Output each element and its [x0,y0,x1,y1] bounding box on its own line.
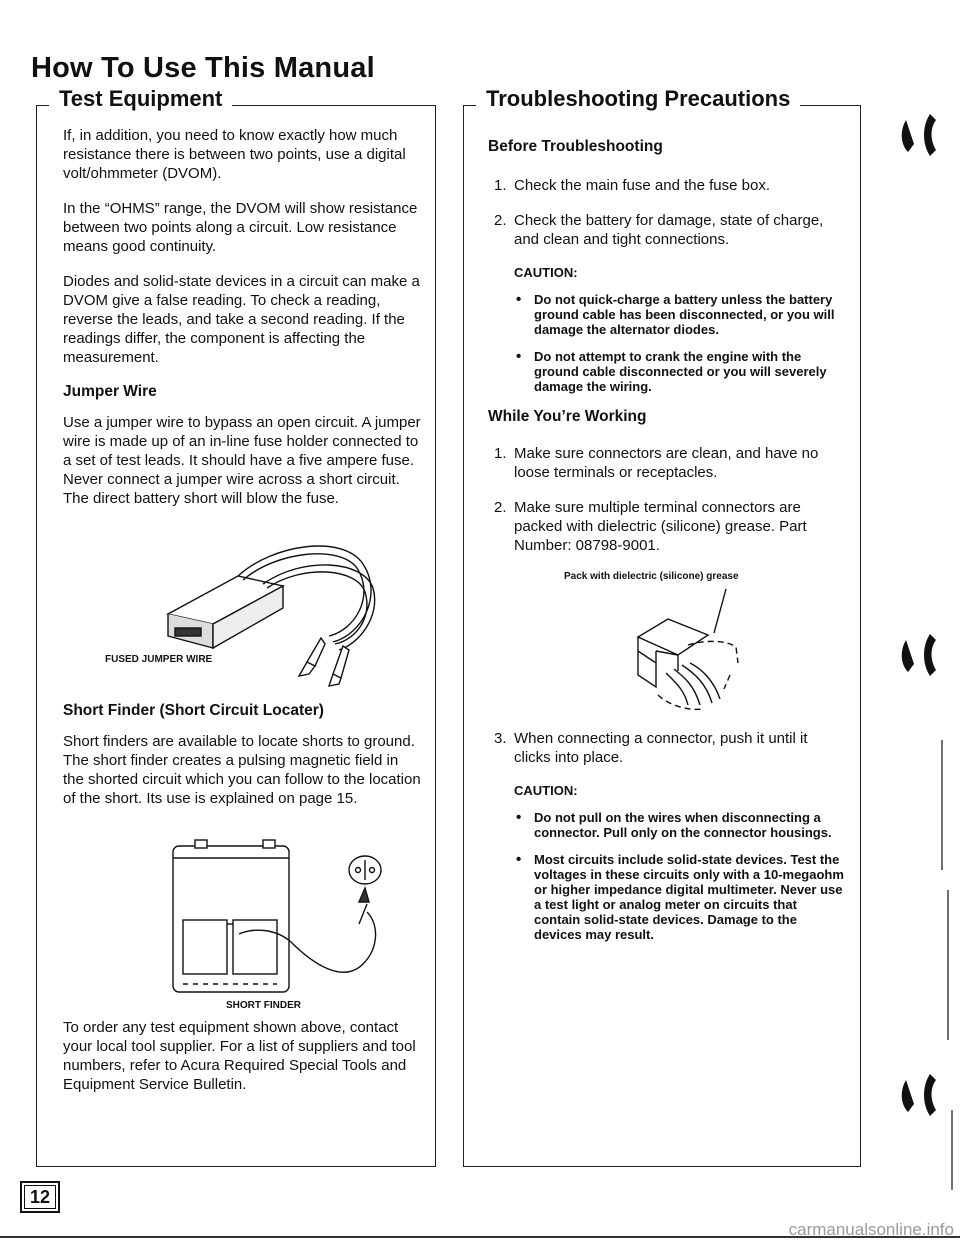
step-three-list [488,729,844,767]
test-equipment-section [36,86,436,1167]
fused-jumper-wire-caption: FUSED JUMPER WIRE [105,654,213,665]
troubleshooting-precautions-title: Troubleshooting Precautions [476,86,800,112]
dielectric-grease-figure [488,571,844,721]
caution-label-2: CAUTION: [514,783,578,798]
grease-caption: Pack with dielectric (silicone) grease [564,571,739,582]
list-item: 1. Check the main fuse and the fuse box. [494,177,770,194]
intro-paragraph-2: In the “OHMS” range, the DVOM will show resistance between two points along a circuit. Low resistance means good continuity. [63,200,418,255]
fused-jumper-wire-figure [63,524,421,690]
page-number-box [20,1181,60,1213]
list-item: 2. Check the battery for damage, state of charge, and clean and tight connections. [494,212,824,248]
list-item: • Do not attempt to crank the engine with the ground cable disconnected or you will severely damage the wiring. [514,349,844,394]
list-item: 1. Make sure connectors are clean, and have no loose terminals or receptacles. [494,445,819,481]
list-item: • Most circuits include solid-state devices. Test the voltages in these circuits only with a 10-megaohm or higher impedance digital multimeter. Never use a test light or analog meter on circuits that contain solid-state devices. Damage to the devices may result. [514,852,844,942]
working-steps-list [488,444,844,555]
short-finder-heading: Short Finder (Short Circuit Locater) [63,702,324,719]
page-title: How To Use This Manual [31,52,375,84]
troubleshooting-precautions-section [463,86,861,1167]
test-equipment-title: Test Equipment [49,86,232,112]
list-item: • Do not quick-charge a battery unless the battery ground cable has been disconnected, or you will damage the alternator diodes. [514,292,844,337]
caution-label-1: CAUTION: [514,265,578,280]
caution-list-1 [514,292,844,394]
jumper-wire-text: Use a jumper wire to bypass an open circuit. A jumper wire is made up of an in-line fuse holder connected to a set of test leads. It should have a five ampere fuse. Never connect a jumper wire across a short circuit. The direct battery short will blow the fuse. [63,414,421,507]
jumper-wire-heading: Jumper Wire [63,383,157,400]
before-steps-list [488,176,844,249]
binding-mark-icon [900,100,960,1200]
fused-jumper-wire-illustration [63,524,423,690]
page-number: 12 [24,1185,56,1209]
short-finder-text: Short finders are available to locate shorts to ground. The short finder creates a pulsing magnetic field in the shorted circuit which you can follow to the location of the short. Its use is explained on page 15. [63,733,421,807]
watermark: carmanualsonline.info [788,1220,954,1239]
caution-list-2 [514,810,844,942]
short-finder-caption: SHORT FINDER [226,1000,301,1011]
list-item: • Do not pull on the wires when disconnecting a connector. Pull only on the connector housings. [514,810,844,840]
order-info-text: To order any test equipment shown above, contact your local tool supplier. For a list of suppliers and tool numbers, refer to Acura Required Special Tools and Equipment Service Bulletin. [63,1019,416,1093]
short-finder-illustration [63,824,423,996]
list-item: 3. When connecting a connector, push it until it clicks into place. [494,730,808,766]
intro-paragraph-3: Diodes and solid-state devices in a circuit can make a DVOM give a false reading. To check a reading, reverse the leads, and take a second reading. If the readings differ, the component is affecting the measurement. [63,273,420,366]
before-troubleshooting-heading: Before Troubleshooting [488,138,663,155]
while-working-heading: While You’re Working [488,408,647,425]
intro-paragraph-1: If, in addition, you need to know exactly how much resistance there is between two points, use a digital volt/ohmmeter (DVOM). [63,127,406,182]
list-item: 2. Make sure multiple terminal connectors are packed with dielectric (silicone) grease. Part Number: 08798-9001. [494,499,807,554]
connector-grease-illustration [488,585,828,721]
short-finder-figure [63,824,421,1014]
